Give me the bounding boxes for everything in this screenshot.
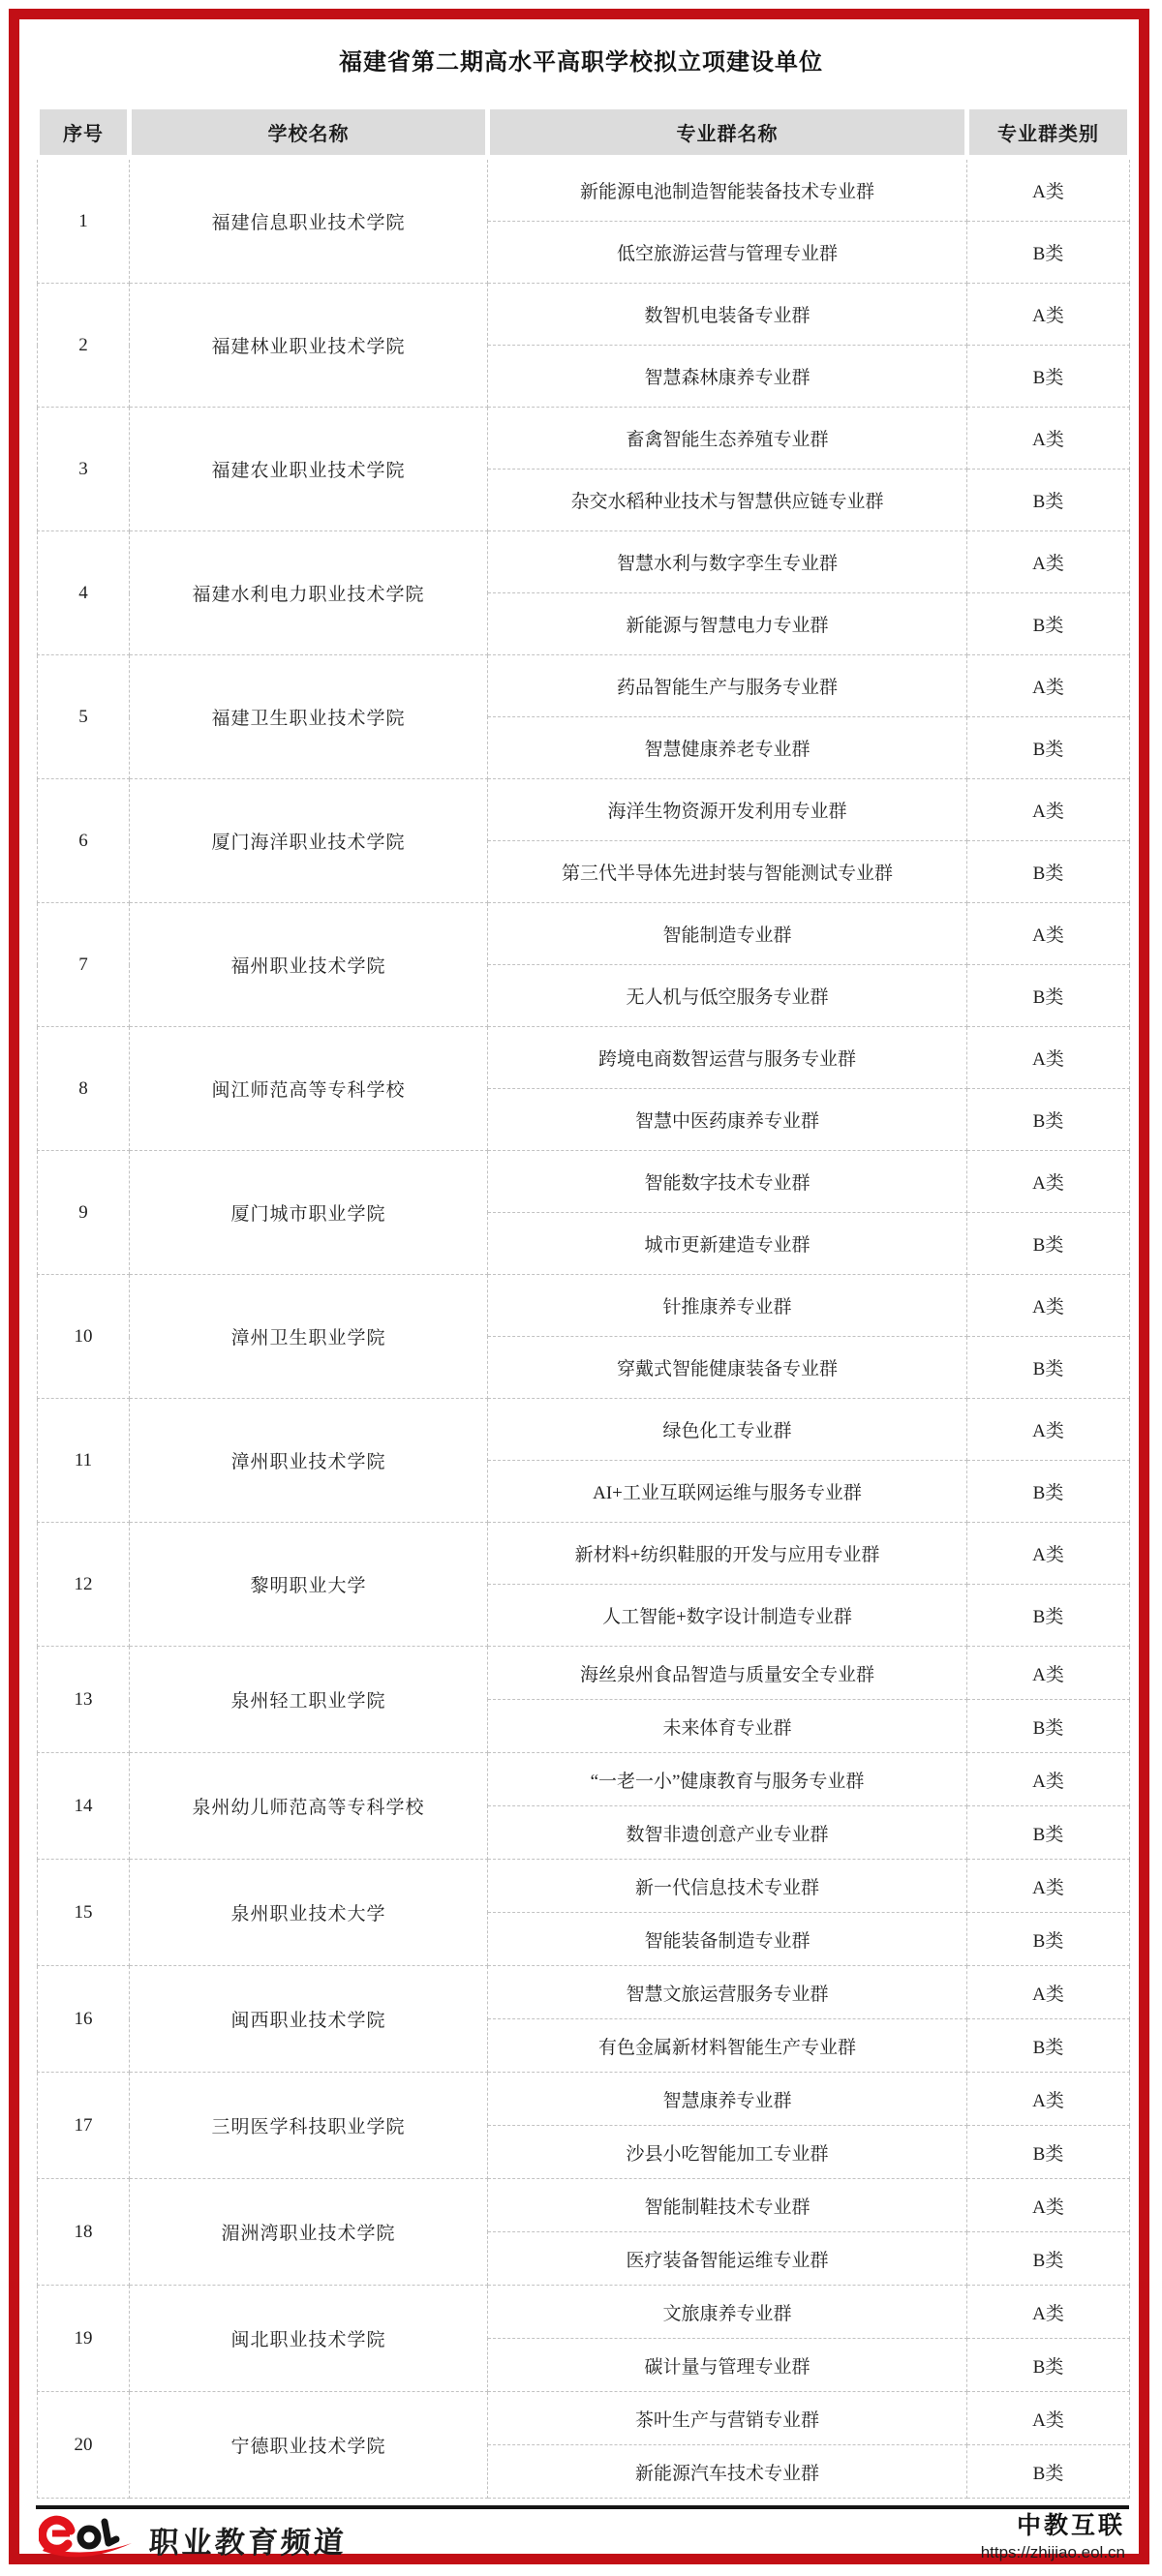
group-cell: 畜禽智能生态养殖专业群: [488, 408, 967, 470]
category-cell: B类: [967, 841, 1130, 903]
table-row: [38, 1399, 1130, 1461]
group-cell: 智慧森林康养专业群: [488, 346, 967, 408]
table-row: [38, 1753, 1130, 1806]
school-cell: 福建卫生职业技术学院: [130, 655, 488, 779]
school-cell: 泉州职业技术大学: [130, 1860, 488, 1966]
table-row: [38, 779, 1130, 841]
footer-url: https://zhijiao.eol.cn: [980, 2543, 1125, 2561]
category-cell: A类: [967, 284, 1130, 346]
group-cell: 智能制鞋技术专业群: [488, 2179, 967, 2232]
category-cell: B类: [967, 470, 1130, 531]
category-cell: A类: [967, 1275, 1130, 1337]
serial-cell: 18: [38, 2179, 130, 2286]
serial-cell: 9: [38, 1151, 130, 1275]
group-cell: 智能数字技术专业群: [488, 1151, 967, 1213]
table-row: [38, 1647, 1130, 1700]
group-cell: 海丝泉州食品智造与质量安全专业群: [488, 1647, 967, 1700]
group-cell: 杂交水稻种业技术与智慧供应链专业群: [488, 470, 967, 531]
group-cell: 低空旅游运营与管理专业群: [488, 222, 967, 284]
group-cell: 文旅康养专业群: [488, 2286, 967, 2339]
group-cell: 海洋生物资源开发利用专业群: [488, 779, 967, 841]
footer-brand-block: [981, 2511, 1125, 2562]
table-row: [38, 655, 1130, 717]
group-cell: 针推康养专业群: [488, 1275, 967, 1337]
footer-channel-label: 职业教育频道: [147, 2525, 348, 2560]
category-cell: A类: [967, 2179, 1130, 2232]
category-cell: B类: [967, 2445, 1130, 2499]
group-cell: 药品智能生产与服务专业群: [488, 655, 967, 717]
category-cell: A类: [967, 1860, 1130, 1913]
school-cell: 黎明职业大学: [130, 1523, 488, 1647]
group-cell: 智慧水利与数字孪生专业群: [488, 531, 967, 593]
group-cell: 未来体育专业群: [488, 1700, 967, 1753]
category-cell: A类: [967, 1151, 1130, 1213]
school-cell: 闽江师范高等专科学校: [130, 1027, 488, 1151]
category-cell: B类: [967, 2126, 1130, 2179]
page-title: 福建省第二期高水平高职学校拟立项建设单位: [339, 49, 823, 76]
group-cell: 茶叶生产与营销专业群: [488, 2392, 967, 2445]
category-cell: B类: [967, 717, 1130, 779]
serial-cell: 14: [38, 1753, 130, 1860]
category-cell: A类: [967, 1647, 1130, 1700]
group-cell: 沙县小吃智能加工专业群: [488, 2126, 967, 2179]
category-cell: A类: [967, 1966, 1130, 2019]
category-cell: B类: [967, 1461, 1130, 1523]
serial-cell: 11: [38, 1399, 130, 1523]
table-row: [38, 1860, 1130, 1913]
table-row: [38, 2073, 1130, 2126]
group-cell: “一老一小”健康教育与服务专业群: [488, 1753, 967, 1806]
group-cell: 碳计量与管理专业群: [488, 2339, 967, 2392]
category-cell: A类: [967, 903, 1130, 965]
eol-logo-icon: [39, 2514, 136, 2564]
serial-cell: 12: [38, 1523, 130, 1647]
table-row: [38, 2179, 1130, 2232]
table-row: [38, 1523, 1130, 1585]
serial-cell: 1: [38, 158, 130, 284]
serial-cell: 10: [38, 1275, 130, 1399]
group-cell: 智慧文旅运营服务专业群: [488, 1966, 967, 2019]
school-cell: 福州职业技术学院: [130, 903, 488, 1027]
school-cell: 闽西职业技术学院: [130, 1966, 488, 2073]
category-cell: B类: [967, 222, 1130, 284]
category-cell: B类: [967, 1913, 1130, 1966]
category-cell: A类: [967, 1753, 1130, 1806]
group-cell: 数智机电装备专业群: [488, 284, 967, 346]
eol-logo: [39, 2514, 347, 2564]
category-cell: B类: [967, 1585, 1130, 1647]
table-row: [38, 1966, 1130, 2019]
serial-cell: 6: [38, 779, 130, 903]
table-row: [38, 158, 1130, 222]
school-cell: 漳州职业技术学院: [130, 1399, 488, 1523]
school-cell: 宁德职业技术学院: [130, 2392, 488, 2499]
group-cell: 智慧康养专业群: [488, 2073, 967, 2126]
school-cell: 湄洲湾职业技术学院: [130, 2179, 488, 2286]
category-cell: B类: [967, 2339, 1130, 2392]
serial-cell: 17: [38, 2073, 130, 2179]
serial-cell: 19: [38, 2286, 130, 2392]
category-cell: A类: [967, 1399, 1130, 1461]
group-cell: 无人机与低空服务专业群: [488, 965, 967, 1027]
school-cell: 福建农业职业技术学院: [130, 408, 488, 531]
serial-cell: 15: [38, 1860, 130, 1966]
category-cell: B类: [967, 593, 1130, 655]
category-cell: A类: [967, 2073, 1130, 2126]
category-cell: A类: [967, 158, 1130, 222]
school-cell: 泉州轻工职业学院: [130, 1647, 488, 1753]
group-cell: 新能源与智慧电力专业群: [488, 593, 967, 655]
table-row: [38, 1275, 1130, 1337]
group-cell: 医疗装备智能运维专业群: [488, 2232, 967, 2286]
group-cell: 数智非遗创意产业专业群: [488, 1806, 967, 1860]
school-cell: 漳州卫生职业学院: [130, 1275, 488, 1399]
category-cell: A类: [967, 408, 1130, 470]
category-cell: B类: [967, 1806, 1130, 1860]
school-cell: 闽北职业技术学院: [130, 2286, 488, 2392]
group-cell: 智慧健康养老专业群: [488, 717, 967, 779]
category-cell: B类: [967, 1089, 1130, 1151]
col-header-category: 专业群类别: [967, 107, 1130, 158]
category-cell: A类: [967, 2392, 1130, 2445]
col-header-school: 学校名称: [130, 107, 488, 158]
footer-brand: 中教互联: [1016, 2512, 1125, 2539]
school-cell: 厦门海洋职业技术学院: [130, 779, 488, 903]
category-cell: A类: [967, 531, 1130, 593]
category-cell: A类: [967, 2286, 1130, 2339]
group-cell: 人工智能+数字设计制造专业群: [488, 1585, 967, 1647]
group-cell: 第三代半导体先进封装与智能测试专业群: [488, 841, 967, 903]
school-cell: 泉州幼儿师范高等专科学校: [130, 1753, 488, 1860]
footer-divider: [36, 2505, 1129, 2509]
table-row: [38, 284, 1130, 346]
table-row: [38, 2286, 1130, 2339]
serial-cell: 4: [38, 531, 130, 655]
school-cell: 福建水利电力职业技术学院: [130, 531, 488, 655]
serial-cell: 7: [38, 903, 130, 1027]
table-row: [38, 2392, 1130, 2445]
category-cell: A类: [967, 779, 1130, 841]
schools-table: [35, 105, 1132, 2499]
serial-cell: 3: [38, 408, 130, 531]
serial-cell: 13: [38, 1647, 130, 1753]
table-row: [38, 903, 1130, 965]
group-cell: AI+工业互联网运维与服务专业群: [488, 1461, 967, 1523]
group-cell: 新材料+纺织鞋服的开发与应用专业群: [488, 1523, 967, 1585]
category-cell: B类: [967, 1213, 1130, 1275]
school-cell: 福建信息职业技术学院: [130, 158, 488, 284]
category-cell: B类: [967, 2019, 1130, 2073]
col-header-index: 序号: [38, 107, 130, 158]
table-header-row: [38, 107, 1130, 158]
school-cell: 厦门城市职业学院: [130, 1151, 488, 1275]
table-row: [38, 1151, 1130, 1213]
category-cell: B类: [967, 2232, 1130, 2286]
category-cell: B类: [967, 1337, 1130, 1399]
group-cell: 智能装备制造专业群: [488, 1913, 967, 1966]
table-row: [38, 408, 1130, 470]
serial-cell: 2: [38, 284, 130, 408]
group-cell: 绿色化工专业群: [488, 1399, 967, 1461]
category-cell: A类: [967, 1027, 1130, 1089]
category-cell: A类: [967, 1523, 1130, 1585]
group-cell: 智能制造专业群: [488, 903, 967, 965]
serial-cell: 8: [38, 1027, 130, 1151]
category-cell: B类: [967, 346, 1130, 408]
category-cell: B类: [967, 965, 1130, 1027]
category-cell: B类: [967, 1700, 1130, 1753]
serial-cell: 20: [38, 2392, 130, 2499]
group-cell: 新能源电池制造智能装备技术专业群: [488, 158, 967, 222]
school-cell: 福建林业职业技术学院: [130, 284, 488, 408]
group-cell: 新能源汽车技术专业群: [488, 2445, 967, 2499]
serial-cell: 16: [38, 1966, 130, 2073]
serial-cell: 5: [38, 655, 130, 779]
category-cell: A类: [967, 655, 1130, 717]
group-cell: 新一代信息技术专业群: [488, 1860, 967, 1913]
group-cell: 智慧中医药康养专业群: [488, 1089, 967, 1151]
group-cell: 城市更新建造专业群: [488, 1213, 967, 1275]
col-header-group: 专业群名称: [488, 107, 967, 158]
table-row: [38, 531, 1130, 593]
group-cell: 穿戴式智能健康装备专业群: [488, 1337, 967, 1399]
group-cell: 有色金属新材料智能生产专业群: [488, 2019, 967, 2073]
school-cell: 三明医学科技职业学院: [130, 2073, 488, 2179]
group-cell: 跨境电商数智运营与服务专业群: [488, 1027, 967, 1089]
table-row: [38, 1027, 1130, 1089]
